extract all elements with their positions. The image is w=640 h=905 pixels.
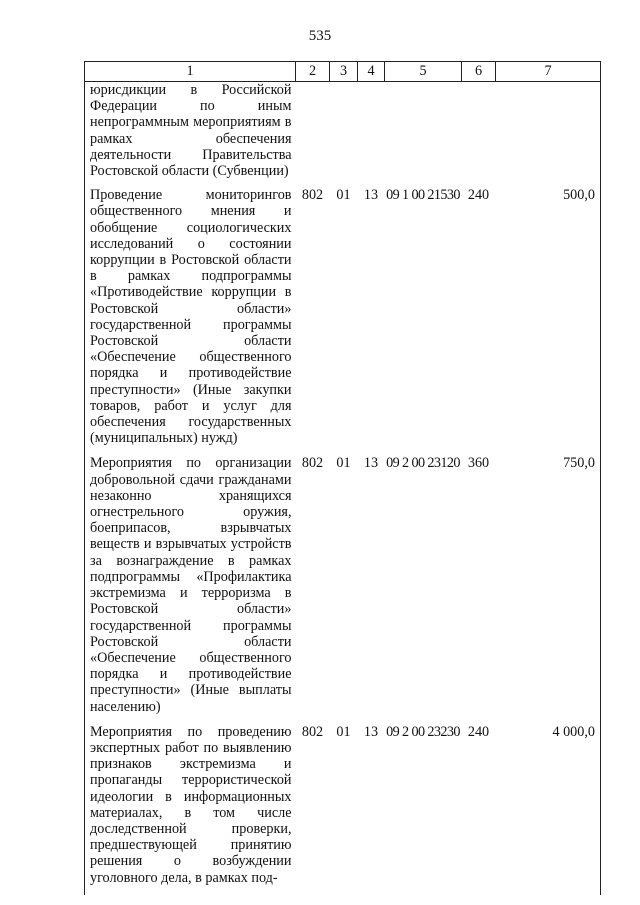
table-row <box>85 187 601 455</box>
table-header-row <box>85 62 601 82</box>
row-pr: 13 <box>363 723 379 740</box>
row-name: Проведение мониторингов общественного мнения и обобщение социологических исследований о состоянии коррупции в Ростовской области в рамках подпрограммы «Противодействие коррупции в Ростовской области» государственной программы Ростовской области «Обеспечение общественного порядка и противодействие преступности» (Иные закупки товаров, работ и услуг для обеспечения государственных (муниципальных) нужд) <box>85 187 296 455</box>
row-ved: 802 <box>301 723 324 740</box>
row-vr: 360 <box>467 455 490 472</box>
row-name: юрисдикции в Российской Федерации по иным непрограммным мероприятиям в рамках обеспечения деятельности Правительства Ростовской области (Субвенции) <box>85 82 296 188</box>
budget-table <box>84 61 601 895</box>
header-col-2: 2 <box>296 62 330 82</box>
row-csr: 09 2 00 23120 <box>386 455 460 472</box>
row-name: Мероприятия по организации добровольной сдачи гражданами незаконно хранящихся огнестрельного оружия, боеприпасов, взрывчатых веществ и взрывчатых устройств за вознаграждение в рамках подпрограммы «Профилактика экстремизма и терроризма в Ростовской области» государственной программы Ростовской области «Обеспечение общественного порядка и противодействие преступности» (Иные выплаты населению) <box>85 455 296 723</box>
header-col-3: 3 <box>330 62 358 82</box>
row-vr: 240 <box>467 187 490 204</box>
row-sum: 750,0 <box>496 455 601 723</box>
row-rz: 01 <box>336 723 351 740</box>
table-row <box>85 455 601 723</box>
row-pr: 13 <box>363 455 379 472</box>
header-col-5: 5 <box>385 62 462 82</box>
row-name: Мероприятия по проведению экспертных работ по выявлению признаков экстремизма и пропаганды террористической идеологии в информационных материалах, в том числе доследственной проверки, предшествующей принятию решения о возбуждении уголовного дела, в рамках под- <box>85 724 296 895</box>
header-col-7: 7 <box>496 62 601 82</box>
header-col-4: 4 <box>358 62 385 82</box>
row-ved: 802 <box>301 187 324 204</box>
row-vr: 240 <box>467 723 490 740</box>
row-pr: 13 <box>363 187 379 204</box>
table-row-continuation <box>85 82 601 188</box>
page-number: 535 <box>308 28 332 44</box>
row-rz: 01 <box>336 455 351 472</box>
row-sum: 4 000,0 <box>496 724 601 895</box>
row-ved: 802 <box>301 455 324 472</box>
header-col-6: 6 <box>462 62 496 82</box>
row-csr: 09 2 00 23230 <box>386 723 460 740</box>
row-csr: 09 1 00 21530 <box>386 187 460 204</box>
header-col-1: 1 <box>85 62 296 82</box>
table-row <box>85 724 601 895</box>
row-sum: 500,0 <box>496 187 601 455</box>
row-rz: 01 <box>336 187 351 204</box>
